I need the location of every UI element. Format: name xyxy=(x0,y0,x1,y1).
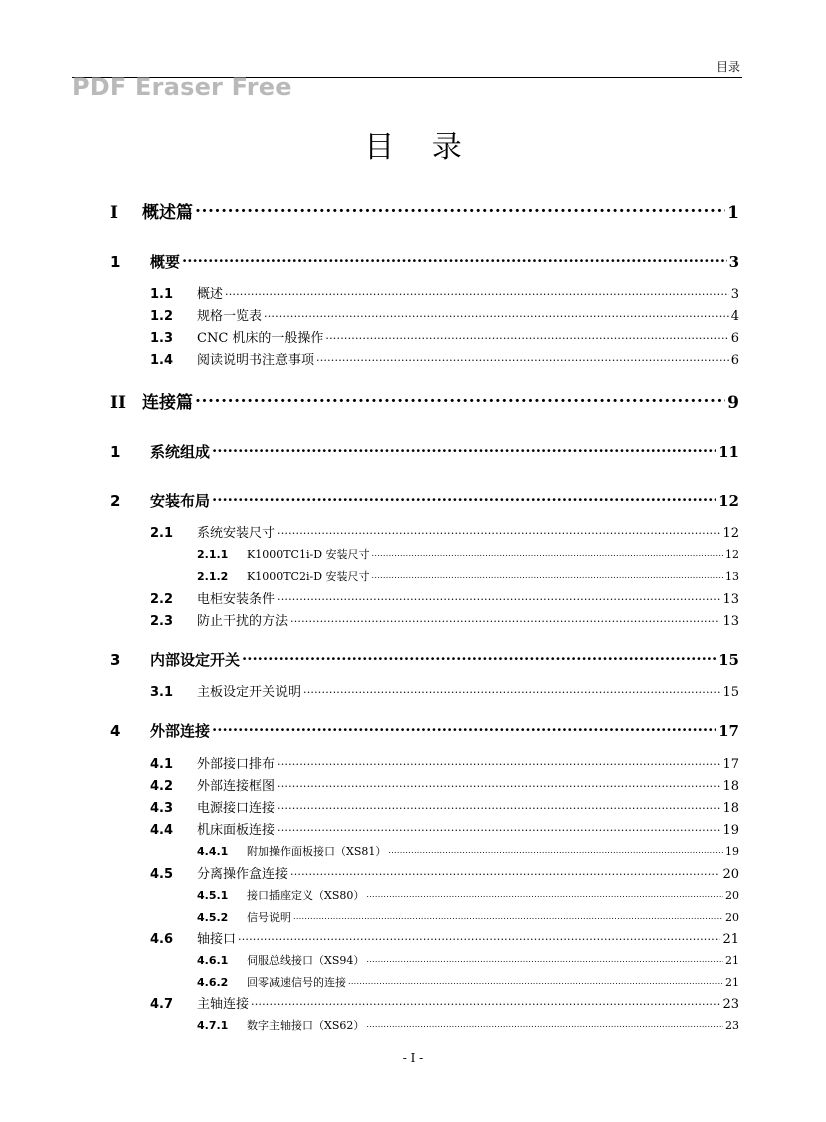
leader-dots xyxy=(277,797,720,812)
toc-label: 轴接口 xyxy=(197,932,237,947)
toc-section-4-7[interactable] xyxy=(150,993,739,1012)
toc-page-number: 17 xyxy=(718,722,739,740)
leader-dots xyxy=(264,305,729,320)
toc-number: 4.5 xyxy=(150,867,174,882)
toc-number: 4.3 xyxy=(150,801,174,816)
running-header: 目录 xyxy=(715,60,740,74)
toc-subsection-4-7-1[interactable] xyxy=(197,1016,739,1033)
toc-section-4-5[interactable] xyxy=(150,863,739,882)
toc-chapter-2-1[interactable] xyxy=(110,439,739,462)
page-title: 目 录 xyxy=(364,130,476,165)
toc-label: 分离操作盒连接 xyxy=(197,867,289,882)
toc-section-4-2[interactable] xyxy=(150,775,739,794)
toc-number: 2.2 xyxy=(150,592,174,607)
toc-page-number: 20 xyxy=(722,867,739,882)
toc-label: 电柜安装条件 xyxy=(197,592,276,607)
toc-label: CNC 机床的一般操作 xyxy=(197,331,324,346)
toc-page-number: 21 xyxy=(722,932,739,947)
toc-subsection-4-6-2[interactable] xyxy=(197,973,739,990)
toc-number: 2.1 xyxy=(150,526,174,541)
toc-page-number: 13 xyxy=(722,592,739,607)
toc-label: 接口插座定义（XS80） xyxy=(247,889,365,902)
leader-dots xyxy=(212,439,716,457)
leader-dots xyxy=(195,388,725,408)
toc-chapter-2-2[interactable] xyxy=(110,488,739,511)
leader-dots xyxy=(372,545,723,558)
toc-number: 4.2 xyxy=(150,779,174,794)
toc-section-2-2[interactable] xyxy=(150,588,739,607)
toc-page-number: 13 xyxy=(725,570,739,583)
toc-label: 电源接口连接 xyxy=(197,801,276,816)
toc-label: 概要 xyxy=(150,253,181,271)
toc-number: 2.3 xyxy=(150,614,174,629)
toc-label: 主轴连接 xyxy=(197,997,250,1012)
toc-label: 回零减速信号的连接 xyxy=(247,976,346,989)
toc-label: 安装布局 xyxy=(150,492,211,510)
toc-page-number: 21 xyxy=(725,976,739,989)
toc-section-4-6[interactable] xyxy=(150,928,739,947)
toc-label: 防止干扰的方法 xyxy=(197,614,289,629)
toc-label: 机床面板连接 xyxy=(197,823,276,838)
toc-label: K1000TC2i-D 安装尺寸 xyxy=(247,570,370,583)
toc-label: 信号说明 xyxy=(247,911,291,924)
leader-dots xyxy=(348,973,723,986)
leader-dots xyxy=(388,842,723,855)
toc-number: 1.4 xyxy=(150,353,174,368)
toc-subsection-2-1-2[interactable] xyxy=(197,567,739,584)
leader-dots xyxy=(242,647,716,665)
toc-number: 1.2 xyxy=(150,309,174,324)
toc-page-number: 3 xyxy=(728,253,739,271)
toc-section-3-1[interactable] xyxy=(150,681,739,700)
toc-number: 4.1 xyxy=(150,757,174,772)
leader-dots xyxy=(277,522,720,537)
toc-section-1-1[interactable] xyxy=(150,283,739,302)
toc-number: 4.4 xyxy=(150,823,174,838)
leader-dots xyxy=(182,249,727,267)
toc-number: 4.7.1 xyxy=(197,1019,229,1032)
toc-number: 4.6 xyxy=(150,932,174,947)
toc-number: 1 xyxy=(110,253,121,271)
toc-label: 内部设定开关 xyxy=(150,651,241,669)
toc-label: K1000TC1i-D 安装尺寸 xyxy=(247,548,370,561)
toc-page-number: 20 xyxy=(725,889,739,902)
toc-page-number: 6 xyxy=(730,331,739,346)
toc-section-4-3[interactable] xyxy=(150,797,739,816)
toc-page-number: 3 xyxy=(730,287,739,302)
toc-page-number: 9 xyxy=(727,393,739,413)
toc-number: 1.3 xyxy=(150,331,174,346)
toc-section-2-3[interactable] xyxy=(150,610,739,629)
leader-dots xyxy=(372,567,723,580)
toc-number: 4.5.2 xyxy=(197,911,229,924)
toc-number: I xyxy=(110,203,118,223)
toc-chapter-2-4[interactable] xyxy=(110,718,739,741)
toc-page-number: 19 xyxy=(725,845,739,858)
toc-label: 主板设定开关说明 xyxy=(197,685,302,700)
toc-section-1-3[interactable] xyxy=(150,327,739,346)
watermark: PDF Eraser Free xyxy=(72,73,292,101)
toc-page-number: 18 xyxy=(722,801,739,816)
toc-number: 4.7 xyxy=(150,997,174,1012)
leader-dots xyxy=(277,819,720,834)
toc-page-number: 15 xyxy=(722,685,739,700)
leader-dots xyxy=(277,775,720,790)
leader-dots xyxy=(212,488,716,506)
toc-number: 2 xyxy=(110,492,121,510)
toc-page-number: 20 xyxy=(725,911,739,924)
toc-part-2[interactable] xyxy=(110,388,739,413)
leader-dots xyxy=(366,951,723,964)
leader-dots xyxy=(277,753,720,768)
leader-dots xyxy=(366,886,723,899)
toc-page-number: 4 xyxy=(730,309,739,324)
toc-section-2-1[interactable] xyxy=(150,522,739,541)
toc-label: 数字主轴接口（XS62） xyxy=(247,1019,365,1032)
toc-subsection-4-5-2[interactable] xyxy=(197,908,739,925)
toc-section-4-1[interactable] xyxy=(150,753,739,772)
toc-page-number: 13 xyxy=(722,614,739,629)
toc-chapter-1[interactable] xyxy=(110,249,739,272)
toc-page-number: 21 xyxy=(725,954,739,967)
toc-page-number: 6 xyxy=(730,353,739,368)
toc-number: 3.1 xyxy=(150,685,174,700)
toc-section-1-2[interactable] xyxy=(150,305,739,324)
toc-label: 系统安装尺寸 xyxy=(197,526,276,541)
leader-dots xyxy=(290,863,720,878)
toc-label: 外部连接 xyxy=(150,722,211,740)
toc-label: 伺服总线接口（XS94） xyxy=(247,954,365,967)
toc-subsection-4-6-1[interactable] xyxy=(197,951,739,968)
toc-subsection-2-1-1[interactable] xyxy=(197,545,739,562)
leader-dots xyxy=(316,349,729,364)
leader-dots xyxy=(212,718,716,736)
leader-dots xyxy=(238,928,720,943)
toc-page-number: 18 xyxy=(722,779,739,794)
page-footer: - I - xyxy=(402,1051,424,1065)
toc-page-number: 12 xyxy=(725,548,739,561)
toc-label: 概述 xyxy=(197,287,224,302)
toc-label: 连接篇 xyxy=(142,393,193,413)
toc-page-number: 15 xyxy=(718,651,739,669)
toc-section-1-4[interactable] xyxy=(150,349,739,368)
toc-page-number: 23 xyxy=(722,997,739,1012)
leader-dots xyxy=(293,908,723,921)
toc-label: 外部连接框图 xyxy=(197,779,276,794)
toc-label: 阅读说明书注意事项 xyxy=(197,353,315,368)
toc-number: 1 xyxy=(110,443,121,461)
toc-chapter-2-3[interactable] xyxy=(110,647,739,670)
toc-number: 2.1.2 xyxy=(197,570,229,583)
toc-number: 2.1.1 xyxy=(197,548,229,561)
leader-dots xyxy=(195,198,725,218)
toc-number: 4.6.2 xyxy=(197,976,229,989)
toc-label: 附加操作面板接口（XS81） xyxy=(247,845,387,858)
toc-number: II xyxy=(110,393,126,413)
toc-page-number: 17 xyxy=(722,757,739,772)
toc-number: 1.1 xyxy=(150,287,174,302)
toc-number: 4.5.1 xyxy=(197,889,229,902)
toc-label: 规格一览表 xyxy=(197,309,263,324)
toc-label: 系统组成 xyxy=(150,443,211,461)
toc-label: 外部接口排布 xyxy=(197,757,276,772)
leader-dots xyxy=(277,588,720,603)
toc-label: 概述篇 xyxy=(142,203,193,223)
toc-page-number: 23 xyxy=(725,1019,739,1032)
toc-section-4-4[interactable] xyxy=(150,819,739,838)
toc-number: 3 xyxy=(110,651,121,669)
leader-dots xyxy=(325,327,728,342)
toc-page-number: 12 xyxy=(718,492,739,510)
toc-page-number: 12 xyxy=(722,526,739,541)
toc-subsection-4-5-1[interactable] xyxy=(197,886,739,903)
leader-dots xyxy=(290,610,720,625)
leader-dots xyxy=(366,1016,723,1029)
leader-dots xyxy=(225,283,729,298)
toc-number: 4.6.1 xyxy=(197,954,229,967)
leader-dots xyxy=(251,993,720,1008)
toc-page-number: 1 xyxy=(727,203,739,223)
toc-page-number: 11 xyxy=(718,443,739,461)
toc-page-number: 19 xyxy=(722,823,739,838)
leader-dots xyxy=(303,681,720,696)
toc-part-1[interactable] xyxy=(110,198,739,223)
toc-number: 4 xyxy=(110,722,121,740)
toc-subsection-4-4-1[interactable] xyxy=(197,842,739,859)
toc-number: 4.4.1 xyxy=(197,845,229,858)
